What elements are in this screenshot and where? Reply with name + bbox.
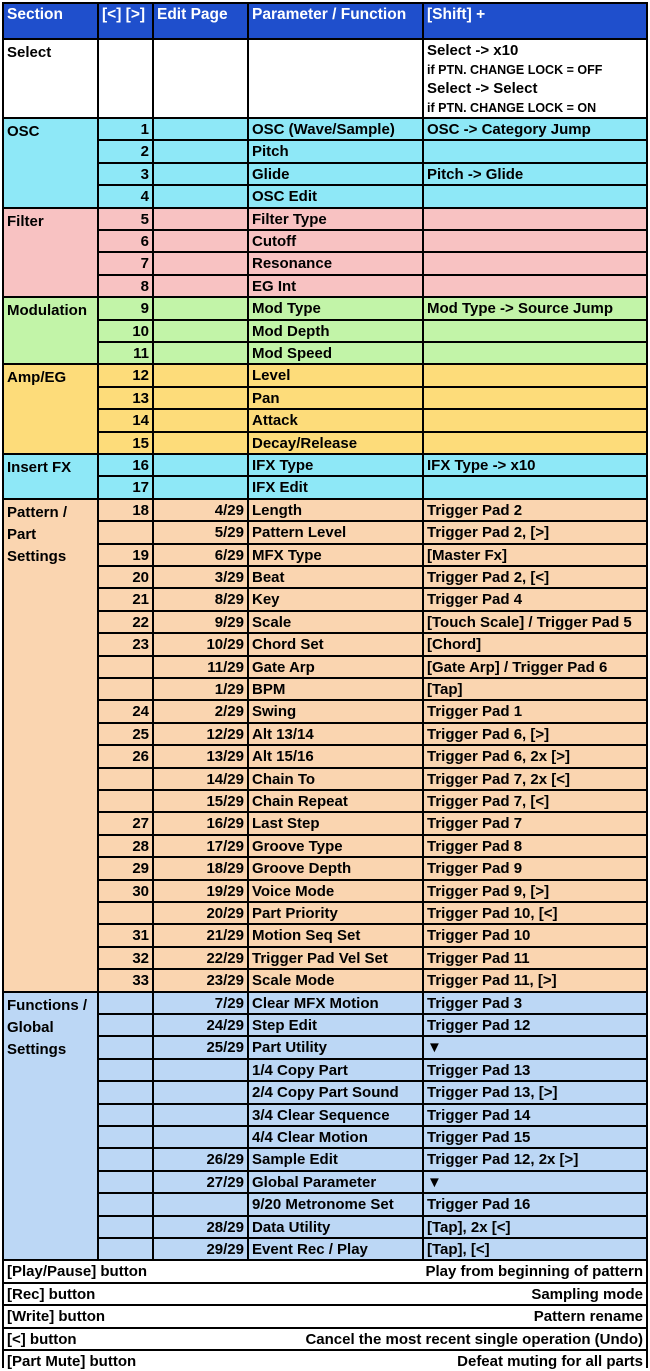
shift-function: Trigger Pad 6, 2x [>] bbox=[424, 746, 646, 766]
parameter-name: Length bbox=[249, 500, 422, 520]
button-row bbox=[4, 1306, 646, 1326]
select-shift-line: if PTN. CHANGE LOCK = ON bbox=[427, 101, 597, 115]
knob-number bbox=[99, 522, 152, 542]
knob-number bbox=[99, 791, 152, 811]
shift-function: ▼ bbox=[424, 1037, 646, 1057]
shift-function bbox=[424, 186, 646, 206]
edit-page bbox=[154, 433, 247, 453]
shift-function bbox=[424, 365, 646, 385]
shift-function: Trigger Pad 12, 2x [>] bbox=[424, 1149, 646, 1169]
section-label: Filter bbox=[4, 209, 97, 297]
shift-function: Trigger Pad 9, [>] bbox=[424, 881, 646, 901]
edit-page: 8/29 bbox=[154, 589, 247, 609]
edit-page bbox=[154, 276, 247, 296]
select-page-cell bbox=[154, 40, 247, 117]
shift-function: Trigger Pad 1 bbox=[424, 701, 646, 721]
knob-number: 16 bbox=[99, 455, 152, 475]
select-shift-line: Select -> Select bbox=[427, 80, 538, 97]
shift-function: Trigger Pad 7 bbox=[424, 813, 646, 833]
shift-function: Trigger Pad 3 bbox=[424, 993, 646, 1013]
parameter-name: 1/4 Copy Part bbox=[249, 1060, 422, 1080]
edit-page bbox=[154, 388, 247, 408]
parameter-name: Groove Depth bbox=[249, 858, 422, 878]
knob-number: 29 bbox=[99, 858, 152, 878]
edit-page: 6/29 bbox=[154, 545, 247, 565]
knob-number: 25 bbox=[99, 724, 152, 744]
shift-function bbox=[424, 209, 646, 229]
section-label: Pattern / Part Settings bbox=[4, 500, 97, 991]
shift-function: Trigger Pad 2, [<] bbox=[424, 567, 646, 587]
button-row bbox=[4, 1329, 646, 1349]
edit-page: 17/29 bbox=[154, 836, 247, 856]
select-shift-line: if PTN. CHANGE LOCK = OFF bbox=[427, 63, 603, 77]
parameter-name: Attack bbox=[249, 410, 422, 430]
parameter-name: Swing bbox=[249, 701, 422, 721]
parameter-name: Scale Mode bbox=[249, 970, 422, 990]
button-name: [Rec] button bbox=[7, 1285, 96, 1303]
button-name: [Play/Pause] button bbox=[7, 1263, 148, 1281]
knob-number: 33 bbox=[99, 970, 152, 990]
knob-number bbox=[99, 1105, 152, 1125]
parameter-name: Glide bbox=[249, 164, 422, 184]
edit-page bbox=[154, 477, 247, 497]
knob-number bbox=[99, 1239, 152, 1259]
shift-function bbox=[424, 433, 646, 453]
edit-page bbox=[154, 365, 247, 385]
parameter-name: 3/4 Clear Sequence bbox=[249, 1105, 422, 1125]
edit-page: 27/29 bbox=[154, 1172, 247, 1192]
edit-page: 2/29 bbox=[154, 701, 247, 721]
edit-page bbox=[154, 119, 247, 139]
parameter-name: Scale bbox=[249, 612, 422, 632]
knob-number: 9 bbox=[99, 298, 152, 318]
knob-number: 15 bbox=[99, 433, 152, 453]
button-row bbox=[4, 1261, 646, 1281]
knob-number: 14 bbox=[99, 410, 152, 430]
knob-number: 30 bbox=[99, 881, 152, 901]
header-knob: [<] [>] bbox=[99, 4, 152, 38]
select-shift-line: Select -> x10 bbox=[427, 42, 519, 59]
edit-page bbox=[154, 1127, 247, 1147]
shortcut-reference-table bbox=[2, 2, 648, 1368]
knob-number: 22 bbox=[99, 612, 152, 632]
shift-function: Trigger Pad 13 bbox=[424, 1060, 646, 1080]
shift-function: [Gate Arp] / Trigger Pad 6 bbox=[424, 657, 646, 677]
edit-page: 24/29 bbox=[154, 1015, 247, 1035]
parameter-name: Level bbox=[249, 365, 422, 385]
edit-page bbox=[154, 410, 247, 430]
knob-number bbox=[99, 1060, 152, 1080]
parameter-name: Pan bbox=[249, 388, 422, 408]
shift-function: Trigger Pad 11 bbox=[424, 948, 646, 968]
select-param-cell bbox=[249, 40, 422, 117]
shift-function: Trigger Pad 10 bbox=[424, 925, 646, 945]
edit-page bbox=[154, 1060, 247, 1080]
knob-number bbox=[99, 1217, 152, 1237]
edit-page: 16/29 bbox=[154, 813, 247, 833]
edit-page: 29/29 bbox=[154, 1239, 247, 1259]
parameter-name: IFX Edit bbox=[249, 477, 422, 497]
shift-function bbox=[424, 253, 646, 273]
edit-page: 20/29 bbox=[154, 903, 247, 923]
edit-page bbox=[154, 298, 247, 318]
section-label: Insert FX bbox=[4, 455, 97, 498]
edit-page: 10/29 bbox=[154, 634, 247, 654]
shift-function: Trigger Pad 15 bbox=[424, 1127, 646, 1147]
shift-function: Trigger Pad 14 bbox=[424, 1105, 646, 1125]
parameter-name: OSC (Wave/Sample) bbox=[249, 119, 422, 139]
edit-page bbox=[154, 1105, 247, 1125]
knob-number: 31 bbox=[99, 925, 152, 945]
parameter-name: IFX Type bbox=[249, 455, 422, 475]
edit-page: 9/29 bbox=[154, 612, 247, 632]
knob-number bbox=[99, 1172, 152, 1192]
edit-page: 15/29 bbox=[154, 791, 247, 811]
shift-function: Trigger Pad 7, 2x [<] bbox=[424, 769, 646, 789]
shift-function bbox=[424, 343, 646, 363]
edit-page: 7/29 bbox=[154, 993, 247, 1013]
header-section: Section bbox=[4, 4, 97, 38]
section-label: OSC bbox=[4, 119, 97, 207]
parameter-name: BPM bbox=[249, 679, 422, 699]
header-shift: [Shift] + bbox=[424, 4, 646, 38]
knob-number bbox=[99, 993, 152, 1013]
parameter-name: Cutoff bbox=[249, 231, 422, 251]
edit-page bbox=[154, 253, 247, 273]
shift-function: Trigger Pad 8 bbox=[424, 836, 646, 856]
shift-function: IFX Type -> x10 bbox=[424, 455, 646, 475]
knob-number bbox=[99, 657, 152, 677]
edit-page: 25/29 bbox=[154, 1037, 247, 1057]
parameter-name: Gate Arp bbox=[249, 657, 422, 677]
edit-page: 28/29 bbox=[154, 1217, 247, 1237]
shift-function: Trigger Pad 16 bbox=[424, 1194, 646, 1214]
shift-function: Trigger Pad 13, [>] bbox=[424, 1082, 646, 1102]
button-name: [<] button bbox=[7, 1330, 77, 1348]
parameter-name: Trigger Pad Vel Set bbox=[249, 948, 422, 968]
parameter-name: Mod Speed bbox=[249, 343, 422, 363]
button-name: [Write] button bbox=[7, 1308, 106, 1326]
edit-page: 3/29 bbox=[154, 567, 247, 587]
parameter-name: Part Utility bbox=[249, 1037, 422, 1057]
header-parameter: Parameter / Function bbox=[249, 4, 422, 38]
edit-page bbox=[154, 141, 247, 161]
knob-number: 10 bbox=[99, 321, 152, 341]
knob-number: 3 bbox=[99, 164, 152, 184]
edit-page: 26/29 bbox=[154, 1149, 247, 1169]
edit-page: 13/29 bbox=[154, 746, 247, 766]
parameter-name: Decay/Release bbox=[249, 433, 422, 453]
shift-function: [Tap] bbox=[424, 679, 646, 699]
parameter-name: Clear MFX Motion bbox=[249, 993, 422, 1013]
parameter-name: Chord Set bbox=[249, 634, 422, 654]
shift-function bbox=[424, 276, 646, 296]
parameter-name: Data Utility bbox=[249, 1217, 422, 1237]
shift-function: Trigger Pad 9 bbox=[424, 858, 646, 878]
parameter-name: Resonance bbox=[249, 253, 422, 273]
knob-number bbox=[99, 1149, 152, 1169]
parameter-name: Chain Repeat bbox=[249, 791, 422, 811]
edit-page: 5/29 bbox=[154, 522, 247, 542]
knob-number: 21 bbox=[99, 589, 152, 609]
shift-function bbox=[424, 477, 646, 497]
edit-page bbox=[154, 343, 247, 363]
shift-function: [Tap], [<] bbox=[424, 1239, 646, 1259]
shift-function bbox=[424, 410, 646, 430]
knob-number: 20 bbox=[99, 567, 152, 587]
edit-page bbox=[154, 1194, 247, 1214]
knob-number: 19 bbox=[99, 545, 152, 565]
header-edit-page: Edit Page bbox=[154, 4, 247, 38]
knob-number: 12 bbox=[99, 365, 152, 385]
parameter-name: Alt 13/14 bbox=[249, 724, 422, 744]
edit-page bbox=[154, 209, 247, 229]
knob-number: 28 bbox=[99, 836, 152, 856]
shift-function bbox=[424, 231, 646, 251]
parameter-name: 4/4 Clear Motion bbox=[249, 1127, 422, 1147]
knob-number: 5 bbox=[99, 209, 152, 229]
knob-number bbox=[99, 1015, 152, 1035]
shift-function: Trigger Pad 11, [>] bbox=[424, 970, 646, 990]
parameter-name: Motion Seq Set bbox=[249, 925, 422, 945]
knob-number: 2 bbox=[99, 141, 152, 161]
select-knob-cell bbox=[99, 40, 152, 117]
button-action: Pattern rename bbox=[533, 1308, 643, 1326]
shift-function: ▼ bbox=[424, 1172, 646, 1192]
shift-function bbox=[424, 141, 646, 161]
parameter-name: Filter Type bbox=[249, 209, 422, 229]
shift-function: [Chord] bbox=[424, 634, 646, 654]
section-label: Select bbox=[4, 40, 97, 117]
edit-page: 23/29 bbox=[154, 970, 247, 990]
parameter-name: Mod Type bbox=[249, 298, 422, 318]
shift-function: [Master Fx] bbox=[424, 545, 646, 565]
section-label: Amp/EG bbox=[4, 365, 97, 453]
shift-function: Trigger Pad 10, [<] bbox=[424, 903, 646, 923]
knob-number bbox=[99, 1194, 152, 1214]
button-row bbox=[4, 1351, 646, 1371]
button-action: Play from beginning of pattern bbox=[425, 1263, 643, 1281]
parameter-name: Pattern Level bbox=[249, 522, 422, 542]
parameter-name: Step Edit bbox=[249, 1015, 422, 1035]
button-action: Sampling mode bbox=[531, 1285, 643, 1303]
edit-page bbox=[154, 231, 247, 251]
knob-number: 1 bbox=[99, 119, 152, 139]
section-label: Modulation bbox=[4, 298, 97, 363]
parameter-name: Event Rec / Play bbox=[249, 1239, 422, 1259]
edit-page: 4/29 bbox=[154, 500, 247, 520]
button-name: [Part Mute] button bbox=[7, 1353, 137, 1370]
knob-number bbox=[99, 1037, 152, 1057]
knob-number bbox=[99, 679, 152, 699]
parameter-name: Pitch bbox=[249, 141, 422, 161]
shift-function: Mod Type -> Source Jump bbox=[424, 298, 646, 318]
parameter-name: Mod Depth bbox=[249, 321, 422, 341]
knob-number bbox=[99, 1127, 152, 1147]
knob-number bbox=[99, 903, 152, 923]
edit-page bbox=[154, 1082, 247, 1102]
edit-page: 22/29 bbox=[154, 948, 247, 968]
parameter-name: Groove Type bbox=[249, 836, 422, 856]
edit-page bbox=[154, 186, 247, 206]
shift-function: Trigger Pad 6, [>] bbox=[424, 724, 646, 744]
select-shift-cell bbox=[424, 40, 646, 117]
shift-function: Trigger Pad 12 bbox=[424, 1015, 646, 1035]
edit-page: 11/29 bbox=[154, 657, 247, 677]
knob-number: 18 bbox=[99, 500, 152, 520]
parameter-name: Key bbox=[249, 589, 422, 609]
parameter-name: OSC Edit bbox=[249, 186, 422, 206]
parameter-name: Sample Edit bbox=[249, 1149, 422, 1169]
knob-number: 6 bbox=[99, 231, 152, 251]
knob-number: 32 bbox=[99, 948, 152, 968]
parameter-name: 2/4 Copy Part Sound bbox=[249, 1082, 422, 1102]
knob-number: 23 bbox=[99, 634, 152, 654]
knob-number bbox=[99, 769, 152, 789]
shift-function: OSC -> Category Jump bbox=[424, 119, 646, 139]
button-row bbox=[4, 1284, 646, 1304]
shift-function: [Tap], 2x [<] bbox=[424, 1217, 646, 1237]
parameter-name: MFX Type bbox=[249, 545, 422, 565]
shift-function: [Touch Scale] / Trigger Pad 5 bbox=[424, 612, 646, 632]
edit-page: 1/29 bbox=[154, 679, 247, 699]
knob-number: 7 bbox=[99, 253, 152, 273]
shift-function: Trigger Pad 7, [<] bbox=[424, 791, 646, 811]
edit-page: 18/29 bbox=[154, 858, 247, 878]
knob-number: 13 bbox=[99, 388, 152, 408]
knob-number: 8 bbox=[99, 276, 152, 296]
knob-number bbox=[99, 1082, 152, 1102]
button-action: Defeat muting for all parts bbox=[457, 1353, 643, 1370]
parameter-name: Voice Mode bbox=[249, 881, 422, 901]
shift-function: Trigger Pad 2 bbox=[424, 500, 646, 520]
parameter-name: Alt 15/16 bbox=[249, 746, 422, 766]
edit-page: 21/29 bbox=[154, 925, 247, 945]
edit-page bbox=[154, 321, 247, 341]
shift-function bbox=[424, 388, 646, 408]
shift-function: Pitch -> Glide bbox=[424, 164, 646, 184]
shift-function bbox=[424, 321, 646, 341]
edit-page: 14/29 bbox=[154, 769, 247, 789]
edit-page: 19/29 bbox=[154, 881, 247, 901]
shift-function: Trigger Pad 4 bbox=[424, 589, 646, 609]
section-label: Functions / Global Settings bbox=[4, 993, 97, 1260]
knob-number: 24 bbox=[99, 701, 152, 721]
parameter-name: Beat bbox=[249, 567, 422, 587]
edit-page bbox=[154, 455, 247, 475]
shift-function: Trigger Pad 2, [>] bbox=[424, 522, 646, 542]
parameter-name: EG Int bbox=[249, 276, 422, 296]
parameter-name: 9/20 Metronome Set bbox=[249, 1194, 422, 1214]
button-action: Cancel the most recent single operation (Undo) bbox=[305, 1330, 643, 1348]
parameter-name: Part Priority bbox=[249, 903, 422, 923]
parameter-name: Last Step bbox=[249, 813, 422, 833]
parameter-name: Global Parameter bbox=[249, 1172, 422, 1192]
knob-number: 4 bbox=[99, 186, 152, 206]
edit-page bbox=[154, 164, 247, 184]
knob-number: 27 bbox=[99, 813, 152, 833]
knob-number: 11 bbox=[99, 343, 152, 363]
knob-number: 17 bbox=[99, 477, 152, 497]
edit-page: 12/29 bbox=[154, 724, 247, 744]
knob-number: 26 bbox=[99, 746, 152, 766]
parameter-name: Chain To bbox=[249, 769, 422, 789]
